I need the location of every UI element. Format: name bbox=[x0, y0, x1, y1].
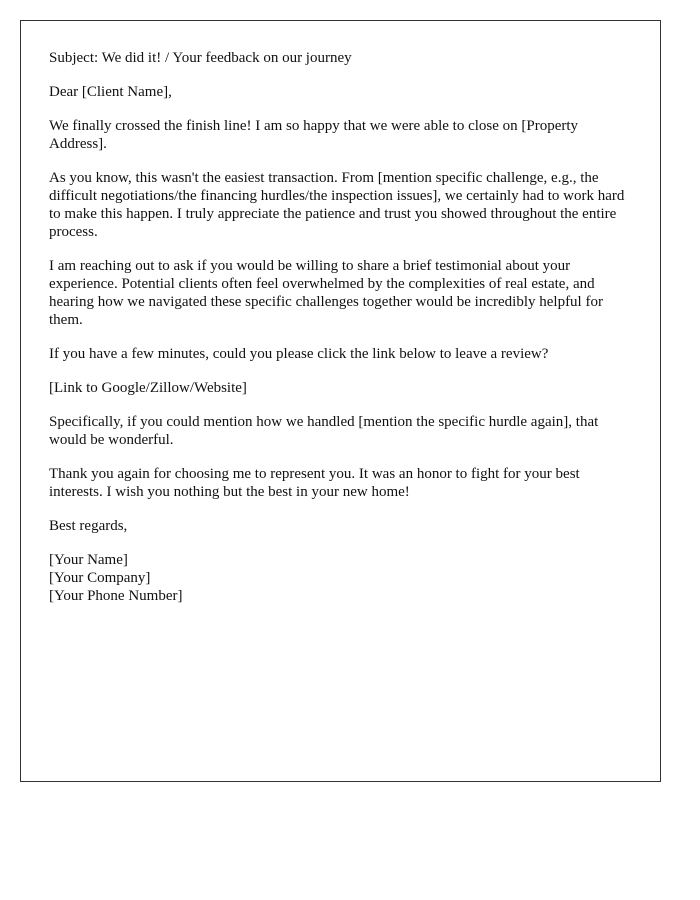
signature-name: [Your Name] bbox=[49, 552, 128, 568]
paragraph-testimonial-request: I am reaching out to ask if you would be willing to share a brief testimonial about your experience. Potential clients often feel overwhelmed by the complexities of real estate, and hearing how we navigated these specific challenges together would be incredibly helpful for them. bbox=[49, 258, 603, 328]
subject-line: Subject: We did it! / Your feedback on our journey bbox=[49, 50, 352, 66]
signature-company: [Your Company] bbox=[49, 570, 151, 586]
signature-block bbox=[49, 551, 632, 605]
closing: Best regards, bbox=[49, 518, 128, 534]
paragraph-specific-mention: Specifically, if you could mention how we handled [mention the specific hurdle again], that would be wonderful. bbox=[49, 414, 599, 448]
signature-phone: [Your Phone Number] bbox=[49, 588, 183, 604]
paragraph-review-request: If you have a few minutes, could you please click the link below to leave a review? bbox=[49, 346, 549, 362]
paragraph-challenge: As you know, this wasn't the easiest transaction. From [mention specific challenge, e.g., the difficult negotiations/the financing hurdles/the inspection issues], we certainly had to work hard to make this happen. I truly appreciate the patience and trust you showed throughout the entire process. bbox=[49, 170, 625, 240]
paragraph-closing-announcement: We finally crossed the finish line! I am so happy that we were able to close on [Property Address]. bbox=[49, 118, 579, 152]
letter-document bbox=[20, 20, 661, 782]
paragraph-thanks: Thank you again for choosing me to represent you. It was an honor to fight for your best interests. I wish you nothing but the best in your new home! bbox=[49, 466, 580, 500]
greeting: Dear [Client Name], bbox=[49, 84, 172, 100]
review-link-placeholder: [Link to Google/Zillow/Website] bbox=[49, 380, 247, 396]
